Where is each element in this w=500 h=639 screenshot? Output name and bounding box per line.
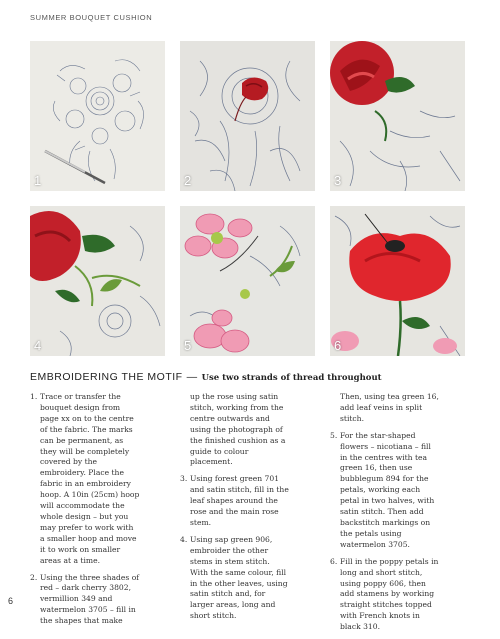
instruction-number: 6.: [330, 556, 338, 566]
running-header: SUMMER BOUQUET CUSHION: [30, 13, 153, 22]
instruction-item: [180, 474, 290, 529]
instruction-text: Then, using tea green 16, add leaf veins in split stitch.: [340, 392, 439, 423]
step-number: 6: [334, 338, 342, 353]
step-photo-5: [180, 206, 315, 356]
rose-start-illustration: [180, 41, 315, 191]
step-number: 1: [34, 173, 42, 188]
section-subtitle: Use two strands of thread throughout: [201, 373, 382, 383]
instruction-item-continued: [330, 392, 440, 425]
step-photo-2: [180, 41, 315, 191]
instruction-text: Trace or transfer the bouquet design from page xx on to the centre of the fabric. The marks can be permanent, as they will be completely covered by the embroidery. Place the fabric in an embroidery hoop. A 10in (25cm) hoop will accommodate the whole design – but you may prefer to work with a smaller hoop and move it to work on smaller areas at a time.: [40, 392, 140, 565]
instruction-text: Using sap green 906, embroider the other stems in stem stitch. With the same colour, fill in the other leaves, using satin stitch and, for larger areas, long and short stitch.: [190, 534, 288, 621]
instructions-column-3: [330, 392, 440, 639]
step-photo-3: [330, 41, 465, 191]
step-photo-1: [30, 41, 165, 191]
step-number: 2: [184, 173, 192, 188]
instruction-number: 5.: [330, 430, 338, 440]
instruction-text: Fill in the poppy petals in long and short stitch, using poppy 606, then add stamens by working straight stitches topped with French knots in black 310.: [340, 556, 439, 632]
instruction-item: [330, 431, 440, 551]
instruction-item: [330, 557, 440, 633]
instruction-number: 3.: [180, 474, 188, 484]
step-photo-6: [330, 206, 465, 356]
instruction-text: For the star-shaped flowers – nicotiana – fill in the centres with tea green 16, then use bubblegum 894 for the petals, working each petal in two halves, with satin stitch. Then add backstitch markings on the petals using watermelon 3705.: [340, 430, 435, 549]
instruction-text: Using the three shades of red – dark cherry 3802, vermillion 349 and watermelon 3705 – fill in the shapes that make: [40, 572, 140, 626]
page-number: 6: [8, 596, 14, 606]
instruction-text: Using forest green 701 and satin stitch, fill in the leaf shapes around the rose and the main rose stem.: [190, 474, 289, 527]
traced-design-illustration: [30, 41, 165, 191]
poppy-illustration: [330, 206, 465, 356]
instruction-number: 4.: [180, 534, 188, 544]
instruction-item: [30, 573, 140, 628]
instructions-column-1: [30, 392, 140, 633]
section-title: EMBROIDERING THE MOTIF: [30, 371, 183, 383]
step-number: 5: [184, 338, 192, 353]
step-number: 4: [34, 338, 42, 353]
instruction-number: 2.: [30, 572, 38, 582]
nicotiana-illustration: [180, 206, 315, 356]
rose-filled-illustration: [330, 41, 465, 191]
step-photo-4: [30, 206, 165, 356]
instruction-number: 1.: [30, 392, 38, 401]
instruction-item-continued: [180, 392, 290, 468]
instructions-column-2: [180, 392, 290, 628]
instruction-item: [180, 535, 290, 622]
instruction-text: up the rose using satin stitch, working from the centre outwards and using the photograph of the finished cushion as a guide to colour placement.: [190, 392, 286, 467]
instruction-item: [30, 392, 140, 567]
step-number: 3: [334, 173, 342, 188]
section-heading: [30, 371, 382, 383]
leaves-stems-illustration: [30, 206, 165, 356]
title-dash: —: [186, 371, 198, 383]
